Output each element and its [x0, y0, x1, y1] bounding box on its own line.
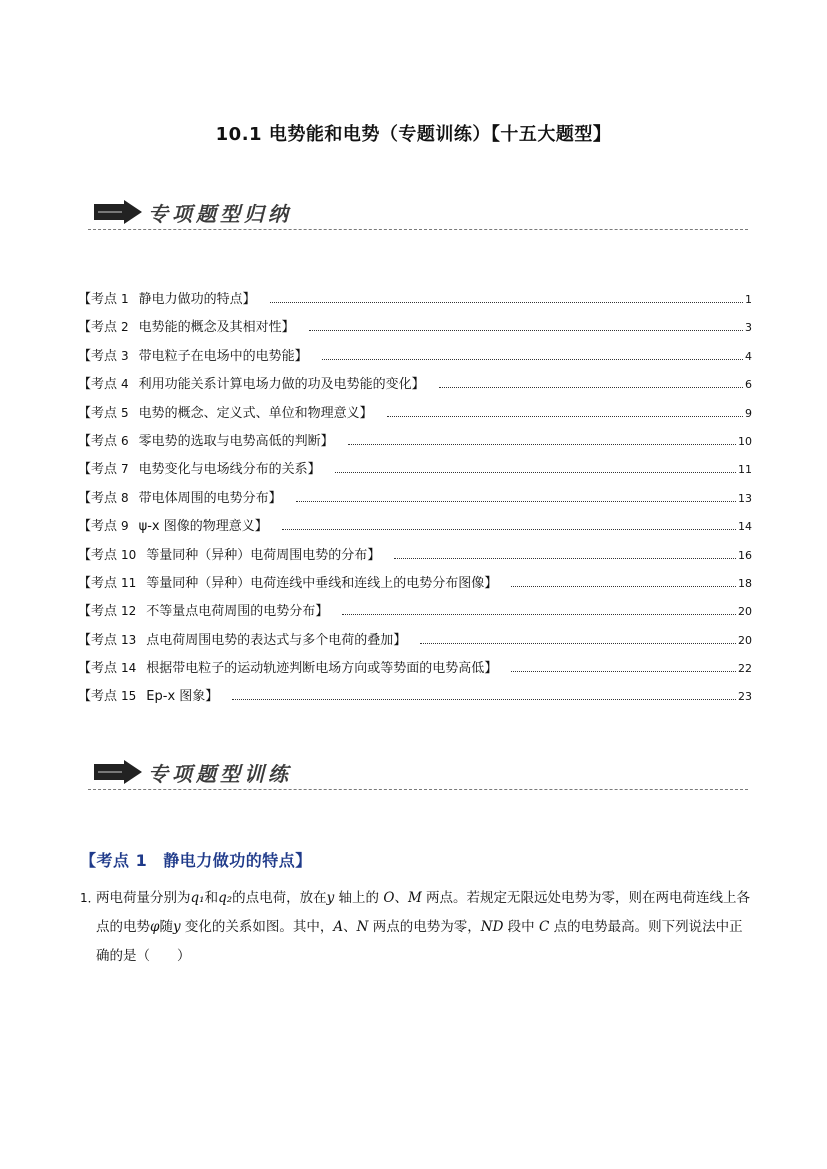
toc-entry-close: 】	[281, 320, 295, 336]
toc-entry-title: 静电力做功的特点	[138, 292, 243, 307]
question-text-run: 、	[343, 919, 357, 935]
toc-leader-dots	[309, 329, 743, 331]
toc-leader-dots	[387, 415, 743, 417]
document-title: 10.1 电势能和电势（专题训练）【十五大题型】	[215, 124, 612, 145]
toc-entry-open: 【考点	[78, 433, 118, 449]
toc-entry-close: 】	[242, 292, 256, 307]
toc-entry[interactable]	[78, 629, 752, 657]
toc-entry-title: ψ-x 图像的物理意义	[138, 519, 255, 535]
toc-leader-dots	[282, 528, 736, 530]
toc-leader-dots	[439, 386, 743, 388]
toc-leader-dots	[348, 443, 736, 445]
toc-entry[interactable]	[78, 600, 752, 628]
math-symbol: y	[326, 890, 335, 906]
toc-leader-dots	[511, 670, 736, 672]
math-symbol: A	[333, 919, 344, 935]
toc-entry-open: 【考点	[78, 661, 118, 677]
math-symbol: ND	[480, 919, 504, 935]
toc-entry-close: 】	[411, 377, 425, 393]
toc-entry-open: 【考点	[78, 604, 118, 620]
toc-entry-page: 20	[738, 605, 752, 619]
math-symbol: q₂	[218, 890, 233, 906]
toc-entry-page: 10	[738, 434, 752, 448]
toc-entry[interactable]	[78, 487, 752, 515]
toc-entry-close: 】	[254, 519, 268, 535]
toc-entry[interactable]	[78, 544, 752, 572]
toc-entry-number: 4	[121, 377, 129, 392]
toc-entry-title: 等量同种（异种）电荷连线中垂线和连线上的电势分布图像	[146, 575, 485, 591]
toc-entry-page: 9	[745, 406, 752, 420]
training-banner-label: 专项题型训练	[148, 762, 292, 786]
toc-entry-number: 6	[121, 433, 129, 448]
toc-entry[interactable]	[78, 316, 752, 344]
toc-leader-dots	[420, 642, 736, 644]
toc-entry-number: 8	[121, 490, 129, 505]
training-banner	[88, 756, 748, 790]
table-of-contents	[78, 288, 752, 714]
toc-entry-number: 5	[121, 405, 129, 420]
toc-entry-close: 】	[484, 575, 498, 591]
section-heading	[80, 848, 312, 871]
toc-entry-page: 22	[738, 662, 752, 676]
toc-entry-close: 】	[307, 462, 321, 478]
toc-entry-title: 带电粒子在电场中的电势能	[138, 348, 295, 364]
question-text-run: 点的电势最高。则下列说法中正确的是（ ）	[96, 919, 743, 964]
toc-entry-number: 11	[121, 575, 137, 590]
toc-entry-close: 】	[359, 405, 373, 421]
toc-entry[interactable]	[78, 685, 752, 713]
toc-entry-number: 9	[121, 519, 129, 534]
math-symbol: O	[383, 890, 395, 906]
toc-leader-dots	[232, 698, 736, 700]
toc-entry-number: 2	[121, 320, 129, 335]
toc-entry-page: 3	[745, 321, 752, 335]
toc-entry[interactable]	[78, 458, 752, 486]
toc-entry-close: 】	[367, 547, 381, 563]
toc-entry-close: 】	[393, 632, 407, 648]
toc-entry-title: Ep-x 图象	[146, 689, 206, 705]
summary-banner-label: 专项题型归纳	[148, 202, 292, 226]
toc-entry-page: 18	[738, 576, 752, 590]
question-text-run: 段中	[503, 919, 539, 935]
toc-entry-open: 【考点	[78, 292, 118, 307]
toc-leader-dots	[296, 500, 736, 502]
question-number: 1．	[80, 891, 100, 905]
toc-leader-dots	[342, 613, 736, 615]
toc-entry-open: 【考点	[78, 689, 118, 705]
toc-entry[interactable]	[78, 572, 752, 600]
toc-entry-title: 带电体周围的电势分布	[138, 490, 269, 506]
toc-entry-number: 13	[121, 632, 137, 647]
toc-entry-open: 【考点	[78, 519, 118, 535]
question-text-run: 两点的电势为零，	[368, 919, 481, 935]
toc-entry-close: 】	[205, 689, 219, 705]
toc-entry[interactable]	[78, 515, 752, 543]
toc-entry-close: 】	[484, 661, 498, 677]
question-text-run: 两点。若规定无限远处电势为零，则在两电荷连线上各点的电势	[96, 890, 751, 935]
toc-entry-page: 13	[738, 491, 752, 505]
toc-entry-title: 不等量点电荷周围的电势分布	[146, 604, 316, 620]
toc-entry-close: 】	[268, 490, 282, 506]
toc-entry-title: 等量同种（异种）电荷周围电势的分布	[146, 547, 368, 563]
banner-divider	[88, 789, 748, 790]
arrow-icon	[94, 760, 142, 784]
toc-entry-page: 11	[738, 463, 752, 477]
question-text-run: 两电荷量分别为	[96, 890, 191, 906]
toc-entry-open: 【考点	[78, 490, 118, 506]
toc-entry-number: 14	[121, 661, 137, 676]
toc-leader-dots	[322, 358, 743, 360]
math-symbol: y	[172, 919, 181, 935]
summary-banner	[88, 196, 748, 230]
question-text	[96, 884, 752, 971]
toc-entry-open: 【考点	[78, 320, 118, 336]
math-symbol: C	[538, 919, 550, 935]
question-text-run: 随	[159, 919, 173, 935]
toc-entry-number: 10	[121, 547, 137, 562]
toc-entry-open: 【考点	[78, 348, 118, 364]
toc-entry-title: 电势能的概念及其相对性	[138, 320, 282, 336]
section-heading-number: 【考点 1	[80, 851, 148, 870]
toc-entry-number: 3	[121, 348, 129, 363]
toc-leader-dots	[335, 471, 736, 473]
toc-entry-open: 【考点	[78, 377, 118, 393]
toc-entry-title: 零电势的选取与电势高低的判断	[138, 433, 321, 449]
toc-entry[interactable]	[78, 657, 752, 685]
toc-entry-close: 】	[320, 433, 334, 449]
math-symbol: q₁	[190, 890, 205, 906]
toc-entry-open: 【考点	[78, 575, 118, 591]
banner-divider	[88, 229, 748, 230]
toc-entry-number: 1	[121, 292, 129, 306]
toc-entry-page: 16	[738, 548, 752, 562]
toc-entry-page: 4	[745, 349, 752, 363]
toc-entry-close: 】	[294, 348, 308, 364]
section-heading-name: 静电力做功的特点】	[163, 851, 312, 870]
question-text-run: 轴上的	[334, 890, 384, 906]
toc-entry[interactable]	[78, 288, 752, 316]
question-text-run: 变化的关系如图。其中，	[180, 919, 334, 935]
toc-entry-open: 【考点	[78, 632, 118, 648]
toc-entry-number: 7	[121, 462, 129, 477]
question-text-run: 和	[204, 890, 219, 906]
question-text-run: 的点电荷，放在	[232, 890, 327, 906]
toc-leader-dots	[270, 301, 743, 303]
math-symbol: φ	[150, 919, 160, 935]
toc-entry-open: 【考点	[78, 547, 118, 563]
toc-leader-dots	[394, 557, 736, 559]
toc-entry-page: 14	[738, 520, 752, 534]
toc-entry-title: 点电荷周围电势的表达式与多个电荷的叠加	[146, 632, 394, 648]
toc-entry-number: 12	[121, 604, 137, 619]
toc-entry-title: 利用功能关系计算电场力做的功及电势能的变化	[138, 377, 412, 393]
question-text-run: 、	[394, 890, 408, 906]
toc-entry[interactable]	[78, 402, 752, 430]
toc-entry-page: 1	[745, 293, 752, 306]
toc-entry-close: 】	[315, 604, 329, 620]
toc-entry[interactable]	[78, 345, 752, 373]
toc-entry[interactable]	[78, 373, 752, 401]
toc-entry-title: 电势的概念、定义式、单位和物理意义	[138, 405, 360, 421]
toc-entry-open: 【考点	[78, 405, 118, 421]
toc-entry-page: 20	[738, 633, 752, 647]
math-symbol: M	[407, 890, 422, 906]
toc-entry-title: 电势变化与电场线分布的关系	[138, 462, 308, 478]
toc-entry-open: 【考点	[78, 462, 118, 478]
toc-leader-dots	[511, 585, 736, 587]
arrow-icon	[94, 200, 142, 224]
toc-entry-page: 6	[745, 378, 752, 392]
toc-entry-title: 根据带电粒子的运动轨迹判断电场方向或等势面的电势高低	[146, 661, 485, 677]
math-symbol: N	[356, 919, 369, 935]
toc-entry-number: 15	[121, 689, 137, 704]
toc-entry[interactable]	[78, 430, 752, 458]
question-1	[80, 884, 752, 971]
toc-entry-page: 23	[738, 690, 752, 704]
